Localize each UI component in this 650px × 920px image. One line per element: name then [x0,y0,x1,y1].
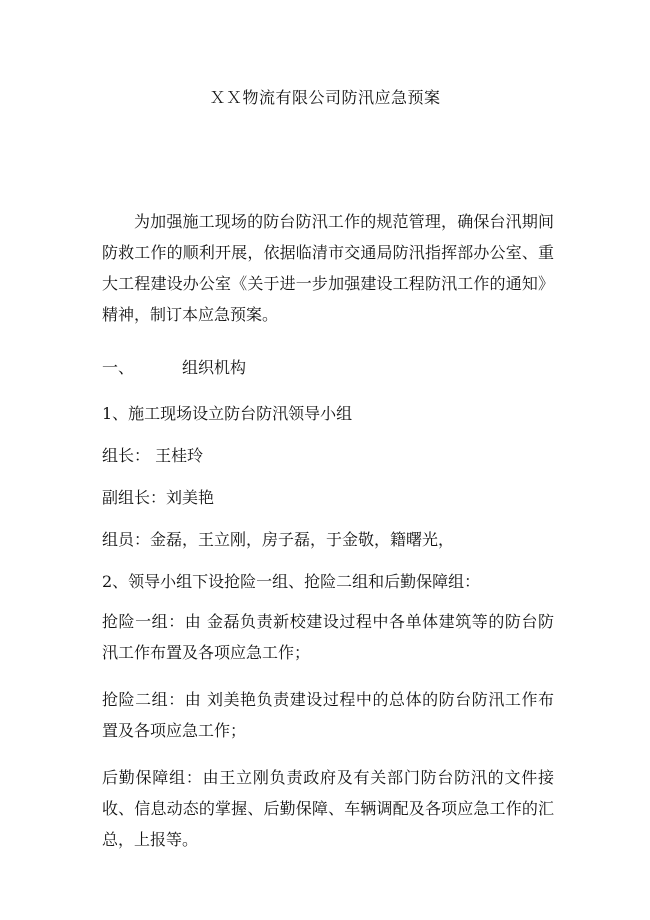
document-title: ＸＸ物流有限公司防汛应急预案 [209,88,441,107]
intro-paragraph: 为加强施工现场的防台防汛工作的规范管理，确保台汛期间防救工作的顺利开展，依据临清市交通局防汛指挥部办公室、重大工程建设办公室《关于进一步加强建设工程防汛工作的通知》精神，制订本应急预案。 [102,212,554,324]
section-title: 组织机构 [182,358,247,377]
item-subgroups: 2、领导小组下设抢险一组、抢险二组和后勤保障组： [102,572,481,591]
group-members: 组员：金磊，王立刚，房子磊，于金敬，籍曙光， [102,530,455,549]
rescue-group-two: 抢险二组：由 刘美艳负责建设过程中的总体的防台防汛工作布置及各项应急工作； [102,690,554,740]
deputy-leader: 副组长：刘美艳 [102,488,215,507]
logistics-group: 后勤保障组：由王立刚负责政府及有关部门防台防汛的文件接收、信息动态的掌握、后勤保障、车辆调配及各项应急工作的汇总，上报等。 [102,768,554,849]
section-number: 一、 [102,358,135,377]
item-leadership-group: 1、施工现场设立防台防汛领导小组 [102,404,353,423]
group-leader: 组长： 王桂玲 [102,446,204,465]
section-heading-organization [102,356,554,380]
rescue-group-one: 抢险一组：由 金磊负责新校建设过程中各单体建筑等的防台防汛工作布置及各项应急工作； [102,612,554,662]
